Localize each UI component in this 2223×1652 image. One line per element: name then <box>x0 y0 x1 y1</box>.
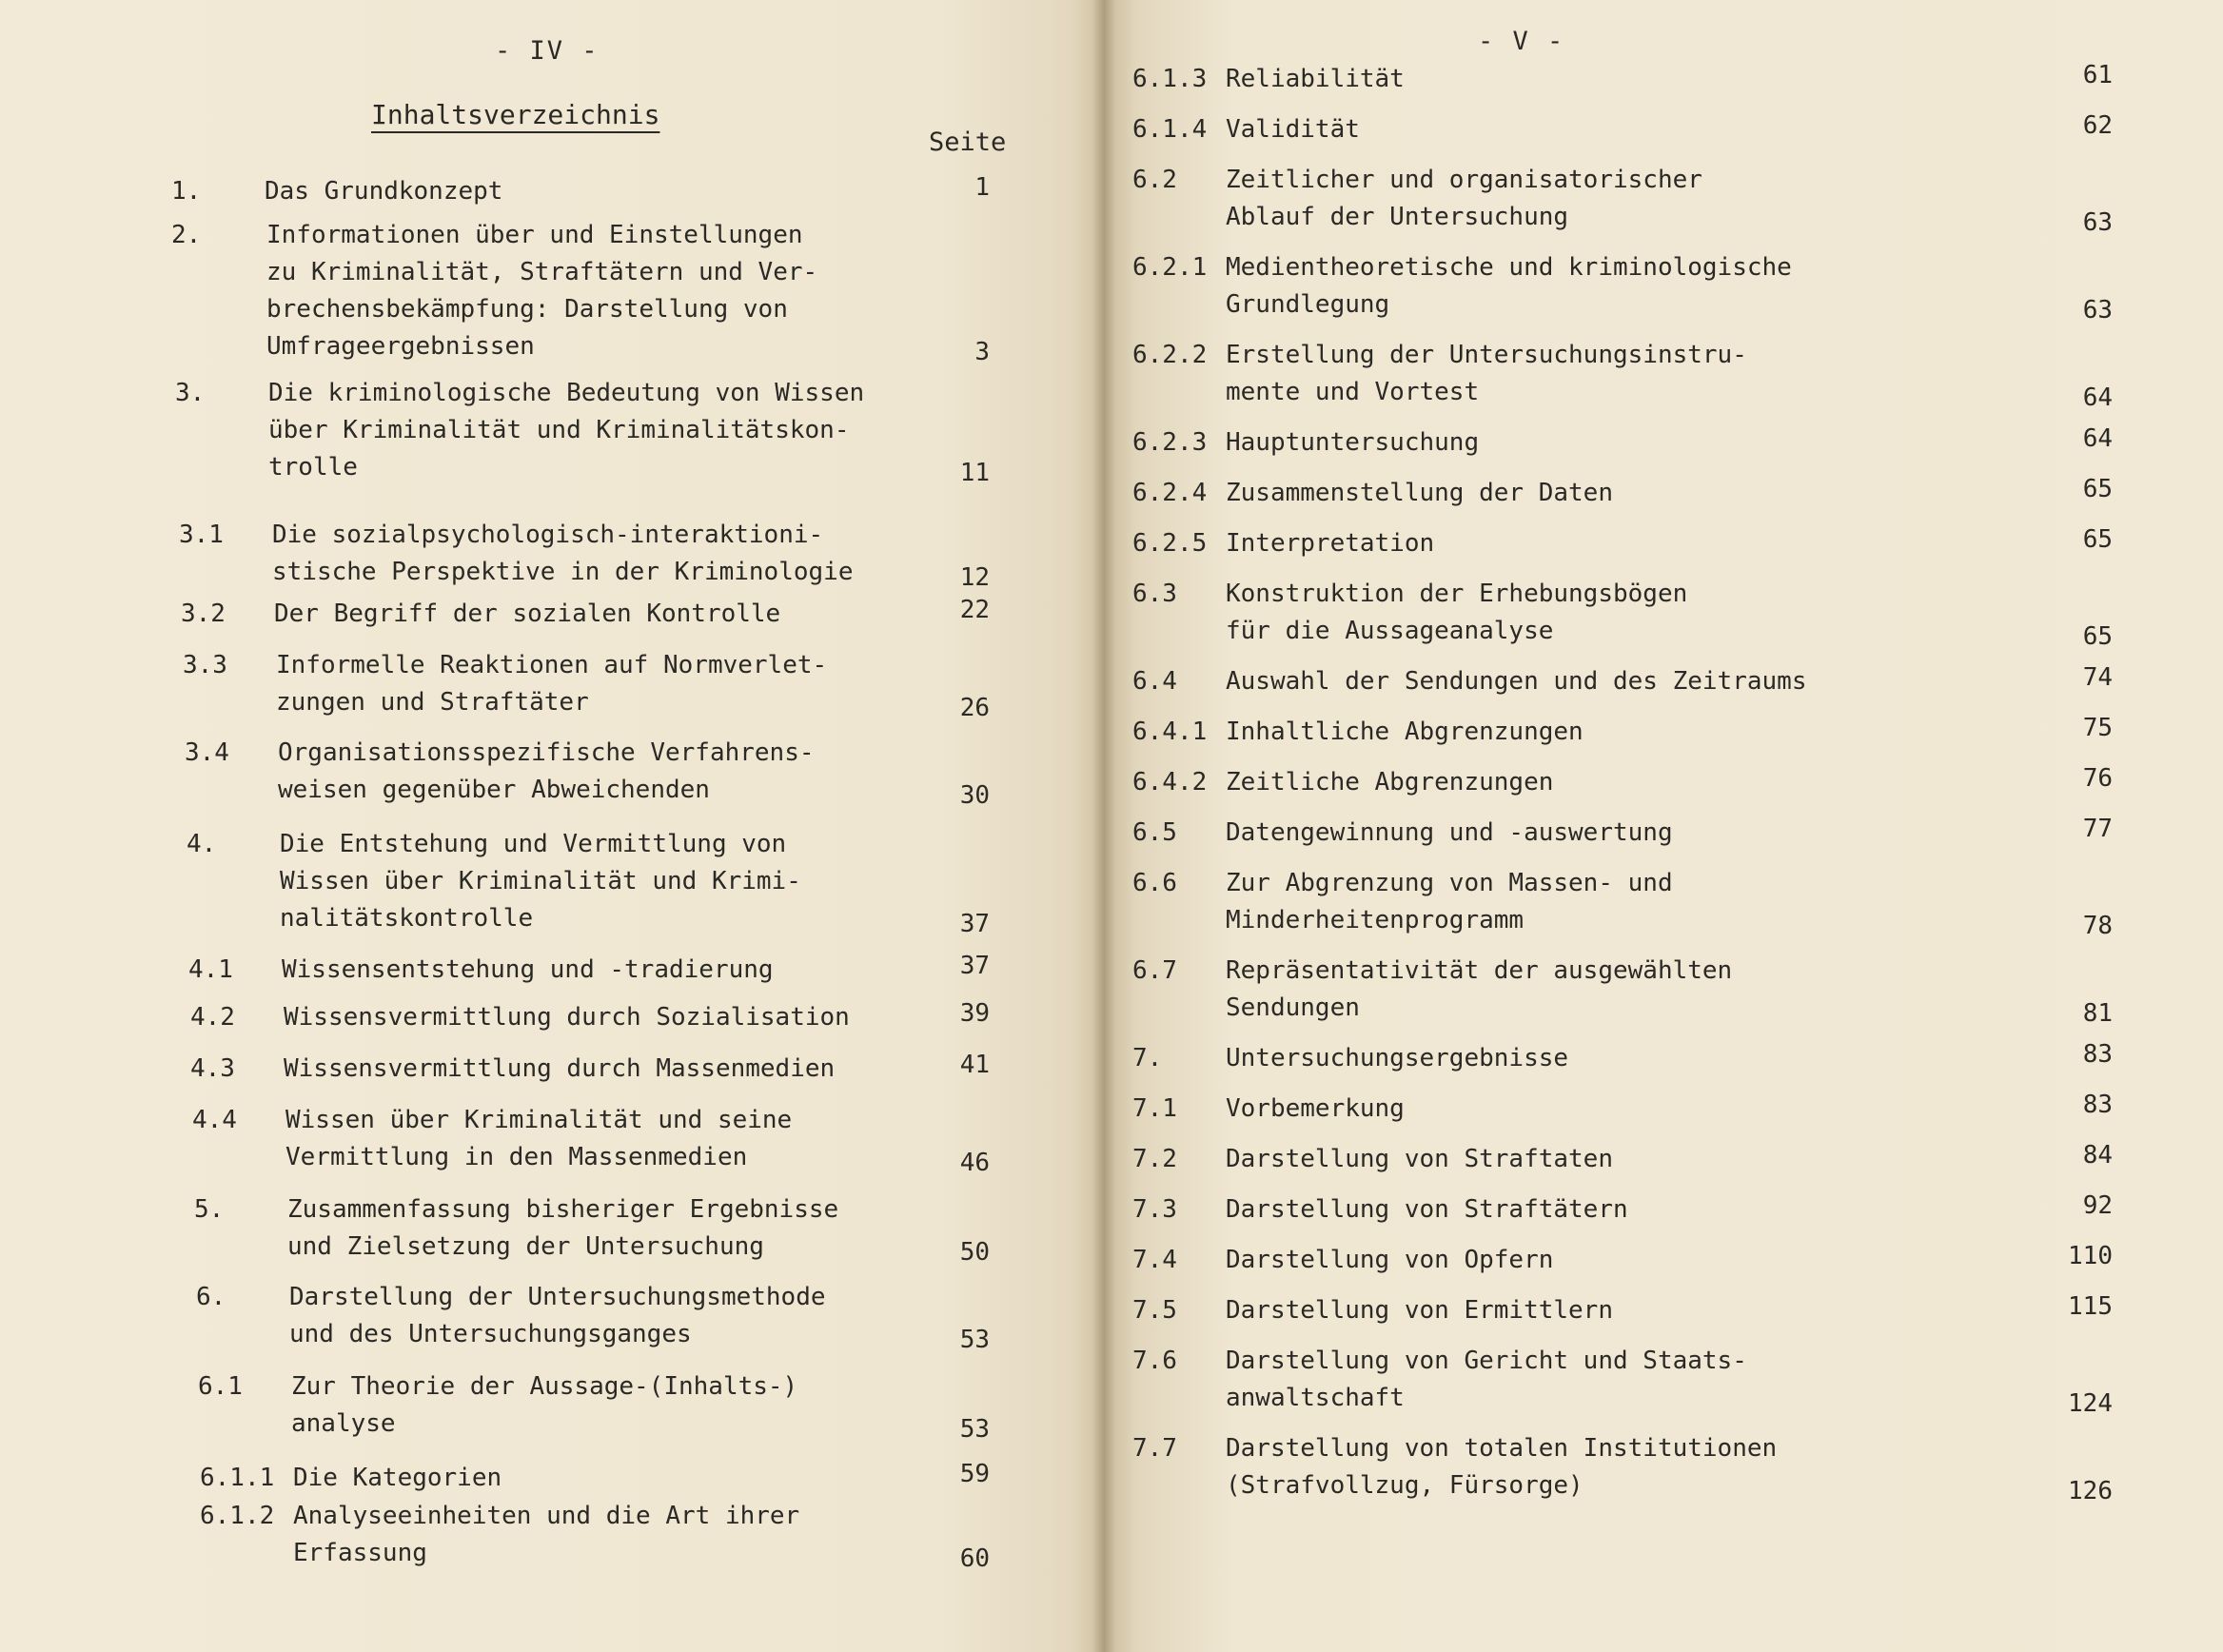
toc-entry-page: 11 <box>959 459 990 487</box>
toc-entry-page: 62 <box>2082 111 2113 140</box>
toc-entry-page: 83 <box>2082 1040 2113 1069</box>
toc-entry-page: 22 <box>959 596 990 624</box>
toc-entry-number: 3.3 <box>183 651 227 679</box>
toc-entry-number: 7.5 <box>1132 1296 1177 1325</box>
toc-entry-page: 110 <box>2068 1242 2113 1270</box>
toc-entry-text: Informelle Reaktionen auf Normverlet- <box>276 651 828 679</box>
toc-entry-number: 6.2.1 <box>1132 253 1208 282</box>
toc-entry-text: zu Kriminalität, Straftätern und Ver- <box>266 258 818 286</box>
toc-entry-number: 6. <box>196 1283 226 1311</box>
book-gutter <box>1092 0 1115 1652</box>
toc-entry-number: 5. <box>194 1195 225 1224</box>
toc-entry-text: Validität <box>1226 115 1360 144</box>
toc-entry-number: 6.4 <box>1132 667 1177 696</box>
toc-entry-page: 64 <box>2082 384 2113 412</box>
toc-entry-page: 1 <box>974 173 990 202</box>
toc-entry-text: Zusammenstellung der Daten <box>1226 479 1613 507</box>
toc-entry-number: 6.1.4 <box>1132 115 1208 144</box>
toc-entry-number: 6.3 <box>1132 580 1177 608</box>
toc-entry-number: 7. <box>1132 1044 1163 1072</box>
toc-entry-page: 92 <box>2082 1191 2113 1220</box>
toc-entry-number: 2. <box>171 221 202 249</box>
toc-entry-page: 74 <box>2082 663 2113 692</box>
toc-entry-number: 7.2 <box>1132 1145 1177 1173</box>
toc-entry-text: brechensbekämpfung: Darstellung von <box>266 295 788 324</box>
toc-entry-number: 6.4.2 <box>1132 768 1208 796</box>
toc-entry-page: 76 <box>2082 764 2113 793</box>
toc-entry-text: Vermittlung in den Massenmedien <box>285 1143 748 1171</box>
toc-entry-page: 124 <box>2068 1389 2113 1418</box>
toc-entry-number: 6.2.3 <box>1132 428 1208 457</box>
left-page <box>0 0 1104 1652</box>
toc-entry-text: stische Perspektive in der Kriminologie <box>272 558 854 586</box>
toc-entry-number: 3.1 <box>179 521 224 549</box>
toc-entry-page: 59 <box>959 1460 990 1488</box>
toc-entry-number: 6.2.5 <box>1132 529 1208 558</box>
toc-entry-number: 7.4 <box>1132 1246 1177 1274</box>
toc-entry-text: Darstellung von Straftätern <box>1226 1195 1628 1224</box>
toc-entry-page: 50 <box>959 1238 990 1267</box>
toc-entry-page: 12 <box>959 563 990 592</box>
toc-entry-number: 6.1.1 <box>200 1464 275 1492</box>
toc-entry-page: 46 <box>959 1149 990 1177</box>
toc-entry-text: Inhaltliche Abgrenzungen <box>1226 718 1584 746</box>
toc-entry-text: Darstellung der Untersuchungsmethode <box>289 1283 826 1311</box>
toc-entry-number: 6.1.3 <box>1132 65 1208 93</box>
toc-entry-text: Medientheoretische und kriminologische <box>1226 253 1792 282</box>
toc-entry-number: 4.4 <box>192 1106 237 1134</box>
toc-entry-page: 77 <box>2082 815 2113 843</box>
toc-entry-number: 6.5 <box>1132 818 1177 847</box>
toc-entry-text: Das Grundkonzept <box>265 177 503 206</box>
toc-entry-number: 6.1.2 <box>200 1502 275 1530</box>
toc-entry-page: 83 <box>2082 1091 2113 1119</box>
toc-entry-text: (Strafvollzug, Fürsorge) <box>1226 1471 1584 1500</box>
toc-entry-page: 63 <box>2082 296 2113 324</box>
toc-entry-page: 115 <box>2068 1292 2113 1321</box>
toc-entry-text: Wissen über Kriminalität und Krimi- <box>280 867 801 895</box>
toc-entry-number: 6.2.4 <box>1132 479 1208 507</box>
toc-entry-text: analyse <box>291 1409 396 1438</box>
toc-entry-number: 7.7 <box>1132 1434 1177 1463</box>
toc-entry-text: Zur Abgrenzung von Massen- und <box>1226 869 1673 897</box>
toc-entry-number: 7.1 <box>1132 1094 1177 1123</box>
page-number-right: - V - <box>1478 27 1565 56</box>
toc-entry-number: 4.3 <box>190 1054 235 1083</box>
toc-entry-text: Reliabilität <box>1226 65 1405 93</box>
toc-entry-page: 61 <box>2082 61 2113 89</box>
toc-entry-number: 3.4 <box>185 738 229 767</box>
toc-entry-page: 65 <box>2082 525 2113 554</box>
toc-entry-number: 6.6 <box>1132 869 1177 897</box>
toc-entry-number: 3. <box>175 379 206 407</box>
toc-entry-text: Die sozialpsychologisch-interaktioni- <box>272 521 824 549</box>
toc-entry-page: 84 <box>2082 1141 2113 1170</box>
toc-entry-page: 63 <box>2082 208 2113 237</box>
toc-entry-page: 3 <box>974 338 990 366</box>
toc-entry-page: 39 <box>959 999 990 1028</box>
toc-entry-text: Vorbemerkung <box>1226 1094 1405 1123</box>
toc-entry-number: 4.2 <box>190 1003 235 1032</box>
toc-entry-page: 53 <box>959 1415 990 1444</box>
toc-entry-text: Wissensvermittlung durch Sozialisation <box>284 1003 850 1032</box>
toc-entry-text: Hauptuntersuchung <box>1226 428 1480 457</box>
toc-entry-page: 30 <box>959 781 990 810</box>
toc-entry-page: 53 <box>959 1326 990 1354</box>
toc-entry-number: 7.6 <box>1132 1347 1177 1375</box>
toc-entry-text: Grundlegung <box>1226 290 1390 319</box>
toc-entry-page: 78 <box>2082 912 2113 940</box>
toc-entry-text: Minderheitenprogramm <box>1226 906 1525 934</box>
toc-entry-page: 60 <box>959 1544 990 1573</box>
toc-entry-text: Darstellung von Opfern <box>1226 1246 1554 1274</box>
toc-entry-text: anwaltschaft <box>1226 1384 1405 1412</box>
toc-entry-text: Wissensvermittlung durch Massenmedien <box>284 1054 836 1083</box>
toc-entry-number: 7.3 <box>1132 1195 1177 1224</box>
seite-label: Seite <box>929 128 1007 157</box>
toc-entry-text: Interpretation <box>1226 529 1435 558</box>
toc-entry-page: 65 <box>2082 475 2113 503</box>
toc-entry-number: 3.2 <box>181 600 226 628</box>
toc-entry-text: Erfassung <box>293 1539 427 1567</box>
toc-entry-text: Datengewinnung und -auswertung <box>1226 818 1673 847</box>
toc-entry-text: nalitätskontrolle <box>280 904 534 933</box>
toc-entry-number: 6.2.2 <box>1132 341 1208 369</box>
toc-entry-text: Darstellung von Straftaten <box>1226 1145 1613 1173</box>
toc-entry-text: Wissen über Kriminalität und seine <box>285 1106 793 1134</box>
toc-entry-text: Wissensentstehung und -tradierung <box>282 955 774 984</box>
toc-entry-number: 6.2 <box>1132 166 1177 194</box>
toc-entry-text: mente und Vortest <box>1226 378 1480 406</box>
toc-entry-text: Darstellung von Gericht und Staats- <box>1226 1347 1747 1375</box>
toc-entry-text: Erstellung der Untersuchungsinstru- <box>1226 341 1747 369</box>
toc-entry-number: 4.1 <box>188 955 233 984</box>
toc-entry-text: für die Aussageanalyse <box>1226 617 1554 645</box>
toc-entry-text: Die kriminologische Bedeutung von Wissen <box>268 379 865 407</box>
toc-entry-text: Ablauf der Untersuchung <box>1226 203 1569 231</box>
toc-entry-text: und des Untersuchungsganges <box>289 1320 692 1348</box>
toc-entry-page: 41 <box>959 1051 990 1079</box>
toc-entry-text: Untersuchungsergebnisse <box>1226 1044 1569 1072</box>
toc-entry-page: 37 <box>959 952 990 980</box>
toc-entry-text: Zur Theorie der Aussage-(Inhalts-) <box>291 1372 798 1401</box>
toc-entry-text: Repräsentativität der ausgewählten <box>1226 956 1733 985</box>
toc-entry-page: 81 <box>2082 999 2113 1028</box>
toc-entry-text: Sendungen <box>1226 993 1360 1022</box>
toc-entry-number: 6.1 <box>198 1372 243 1401</box>
toc-entry-text: und Zielsetzung der Untersuchung <box>287 1232 764 1261</box>
toc-entry-text: zungen und Straftäter <box>276 688 589 717</box>
toc-entry-text: Die Entstehung und Vermittlung von <box>280 830 787 858</box>
toc-entry-page: 75 <box>2082 714 2113 742</box>
toc-entry-text: Darstellung von totalen Institutionen <box>1226 1434 1778 1463</box>
toc-entry-page: 126 <box>2068 1477 2113 1505</box>
toc-entry-text: Umfrageergebnissen <box>266 332 535 361</box>
toc-entry-text: Informationen über und Einstellungen <box>266 221 803 249</box>
toc-entry-number: 1. <box>171 177 202 206</box>
toc-entry-number: 6.4.1 <box>1132 718 1208 746</box>
toc-entry-text: Organisationsspezifische Verfahrens- <box>278 738 815 767</box>
right-page <box>1104 0 2223 1652</box>
toc-title: Inhaltsverzeichnis <box>371 99 660 130</box>
toc-entry-text: weisen gegenüber Abweichenden <box>278 776 710 804</box>
toc-entry-text: Zeitliche Abgrenzungen <box>1226 768 1554 796</box>
toc-entry-text: Auswahl der Sendungen und des Zeitraums <box>1226 667 1807 696</box>
toc-entry-text: über Kriminalität und Kriminalitätskon- <box>268 416 850 444</box>
toc-entry-number: 6.7 <box>1132 956 1177 985</box>
toc-entry-number: 4. <box>187 830 217 858</box>
toc-entry-page: 37 <box>959 910 990 938</box>
toc-entry-text: Analyseeinheiten und die Art ihrer <box>293 1502 800 1530</box>
toc-entry-text: Zeitlicher und organisatorischer <box>1226 166 1702 194</box>
toc-entry-text: trolle <box>268 453 358 482</box>
toc-entry-page: 64 <box>2082 424 2113 453</box>
toc-entry-text: Darstellung von Ermittlern <box>1226 1296 1613 1325</box>
toc-entry-page: 26 <box>959 694 990 722</box>
page-number-left: - IV - <box>495 36 600 66</box>
toc-entry-page: 65 <box>2082 622 2113 651</box>
toc-entry-text: Konstruktion der Erhebungsbögen <box>1226 580 1688 608</box>
toc-entry-text: Der Begriff der sozialen Kontrolle <box>274 600 781 628</box>
toc-entry-text: Zusammenfassung bisheriger Ergebnisse <box>287 1195 839 1224</box>
toc-entry-text: Die Kategorien <box>293 1464 502 1492</box>
